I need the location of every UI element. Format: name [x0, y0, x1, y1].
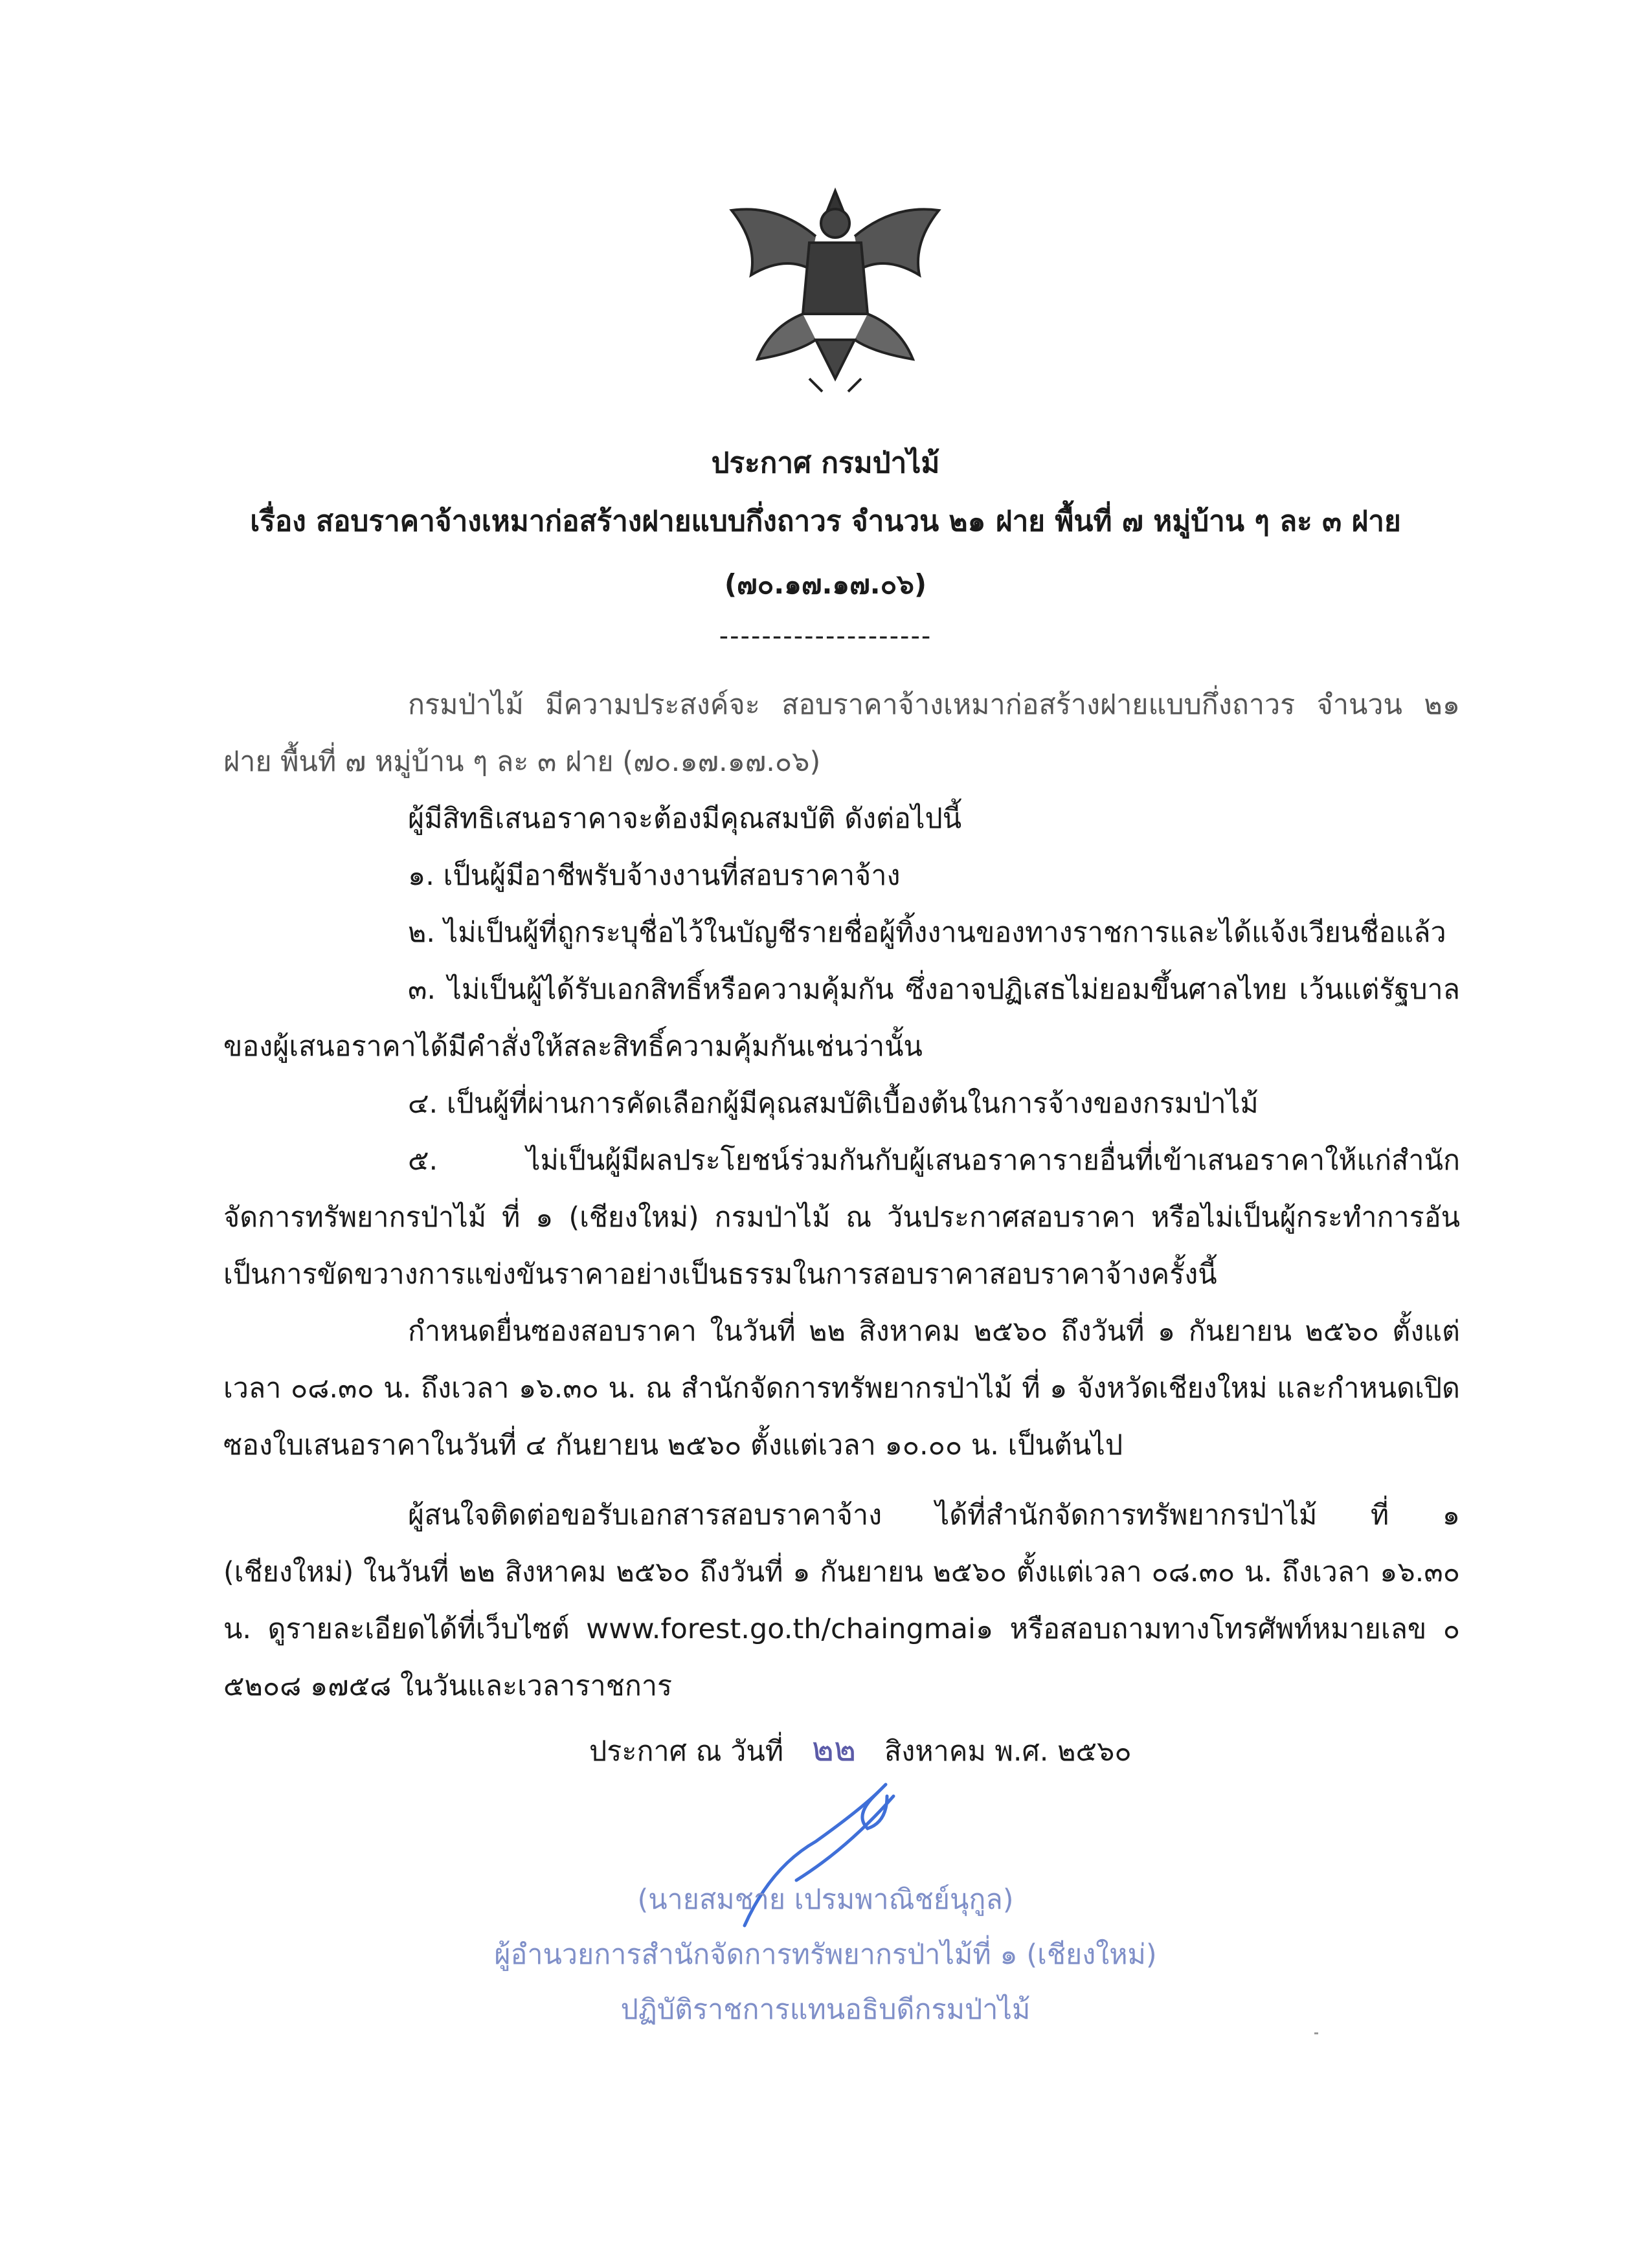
garuda-emblem-icon — [712, 165, 958, 411]
qualification-2: ๒. ไม่เป็นผู้ที่ถูกระบุชื่อไว้ในบัญชีรายชื่อผู้ทิ้งงานของทางราชการและได้แจ้งเวียนชื่อแล้ว — [408, 917, 1446, 949]
signer-name: (นายสมชาย เปรมพาณิชย์นุกูล) — [637, 1884, 1014, 1916]
qualifications-heading: ผู้มีสิทธิเสนอราคาจะต้องมีคุณสมบัติ ดังต่อไปนี้ — [408, 803, 962, 835]
schedule-paragraph: กำหนดยื่นซองสอบราคา ในวันที่ ๒๒ สิงหาคม ๒๕๖๐ ถึงวันที่ ๑ กันยายน ๒๕๖๐ ตั้งแต่เวลา ๐๘.๓๐ น. ถึงเวลา ๑๖.๓๐ น. ณ สำนักจัดการทรัพยากรป่าไม้ ที่ ๑ จังหวัดเชียงใหม่ และกำหนดเปิดซองใบเสนอราคาในวันที่ ๔ กันยายน ๒๕๖๐ ตั้งแต่เวลา ๑๐.๐๐ น. เป็นต้นไป — [223, 1315, 1460, 1462]
qualification-5: ๕. ไม่เป็นผู้มีผลประโยชน์ร่วมกันกับผู้เสนอราคารายอื่นที่เข้าเสนอราคาให้แก่สำนักจัดการทรัพยากรป่าไม้ ที่ ๑ (เชียงใหม่) กรมป่าไม้ ณ วันประกาศสอบราคา หรือไม่เป็นผู้กระทำการอันเป็นการขัดขวางการแข่งขันราคาอย่างเป็นธรรมในการสอบราคาสอบราคาจ้างครั้งนี้ — [223, 1144, 1460, 1291]
announcement-title: ประกาศ กรมป่าไม้ — [711, 447, 940, 480]
date-suffix: สิงหาคม พ.ศ. ๒๕๖๐ — [884, 1735, 1132, 1768]
qualification-3: ๓. ไม่เป็นผู้ได้รับเอกสิทธิ์หรือความคุ้มกัน ซึ่งอาจปฏิเสธไม่ยอมขึ้นศาลไทย เว้นแต่รัฐบาลของผู้เสนอราคาได้มีคำสั่งให้สละสิทธิ์ความคุ้มกันเช่นว่านั้น — [223, 973, 1460, 1063]
scan-speck — [1314, 2032, 1318, 2034]
announcement-body — [223, 676, 1460, 1715]
announcement-date — [589, 1722, 1132, 1775]
divider: -------------------- — [719, 621, 932, 651]
contact-paragraph: ผู้สนใจติดต่อขอรับเอกสารสอบราคาจ้าง ได้ที่สำนักจัดการทรัพยากรป่าไม้ ที่ ๑ (เชียงใหม่) ในวันที่ ๒๒ สิงหาคม ๒๕๖๐ ถึงวันที่ ๑ กันยายน ๒๕๖๐ ตั้งแต่เวลา ๐๘.๓๐ น. ถึงเวลา ๑๖.๓๐ น. ดูรายละเอียดได้ที่เว็บไซต์ www.forest.go.th/chaingmai๑ หรือสอบถามทางโทรศัพท์หมายเลข ๐ ๕๒๐๘ ๑๗๕๘ ในวันและเวลาราชการ — [223, 1499, 1460, 1702]
signer-acting: ปฏิบัติราชการแทนอธิบดีกรมป่าไม้ — [620, 1994, 1031, 2026]
handwritten-day: ๒๒ — [811, 1730, 857, 1769]
qualification-4: ๔. เป็นผู้ที่ผ่านการคัดเลือกผู้มีคุณสมบัติเบื้องต้นในการจ้างของกรมป่าไม้ — [408, 1087, 1259, 1120]
announcement-subject: เรื่อง สอบราคาจ้างเหมาก่อสร้างฝายแบบกึ่งถาวร จำนวน ๒๑ ฝาย พื้นที่ ๗ หมู่บ้าน ๆ ละ ๓ ฝาย — [250, 505, 1401, 538]
qualification-1: ๑. เป็นผู้มีอาชีพรับจ้างงานที่สอบราคาจ้าง — [408, 860, 901, 892]
intro-paragraph: กรมป่าไม้ มีความประสงค์จะ สอบราคาจ้างเหมาก่อสร้างฝายแบบกึ่งถาวร จำนวน ๒๑ ฝาย พื้นที่ ๗ หมู่บ้าน ๆ ละ ๓ ฝาย (๗๐.๑๗.๑๗.๐๖) — [223, 689, 1460, 778]
date-prefix: ประกาศ ณ วันที่ — [589, 1735, 784, 1768]
signer-position: ผู้อำนวยการสำนักจัดการทรัพยากรป่าไม้ที่ ๑ (เชียงใหม่) — [494, 1939, 1157, 1971]
announcement-code: (๗๐.๑๗.๑๗.๐๖) — [724, 568, 927, 600]
